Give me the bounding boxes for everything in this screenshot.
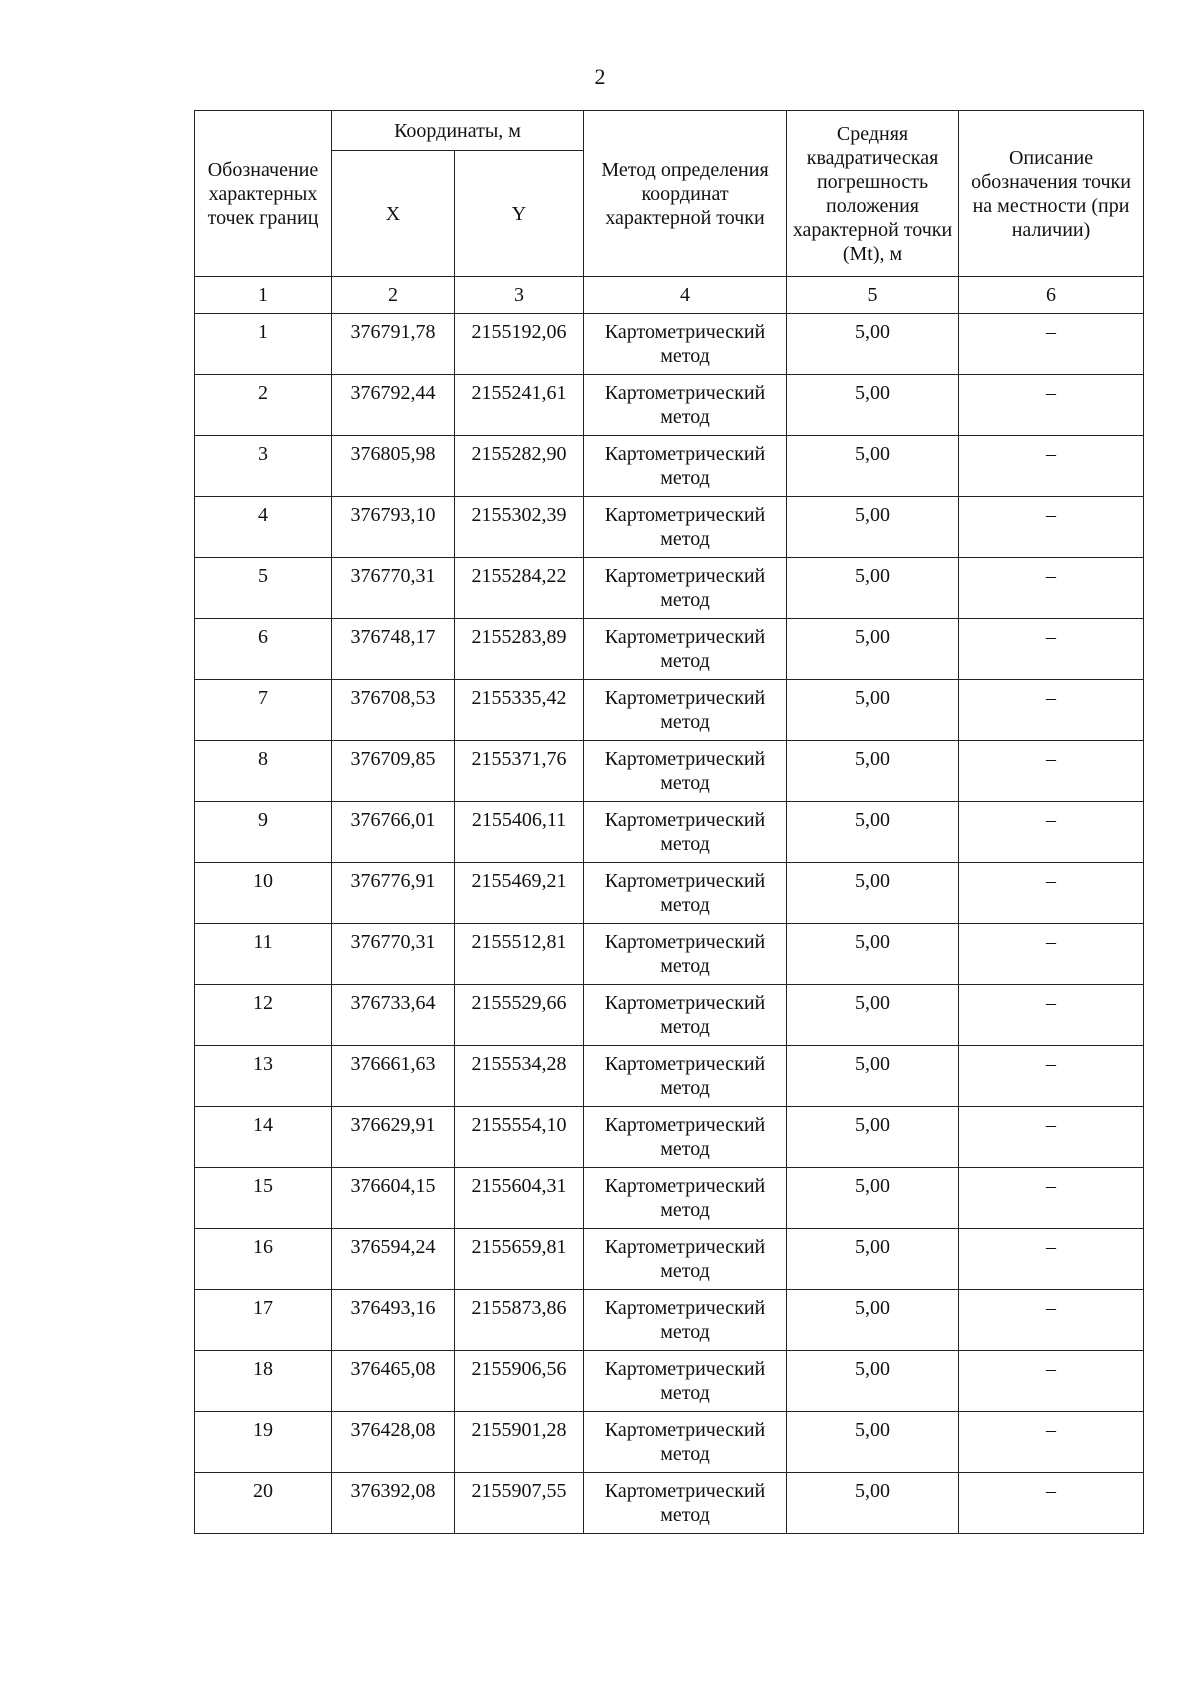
y-coordinate-cell: 2155659,81 — [455, 1229, 584, 1290]
header-x: X — [332, 151, 455, 277]
error-cell: 5,00 — [787, 1473, 959, 1534]
table-row — [195, 497, 1144, 558]
x-coordinate-cell: 376629,91 — [332, 1107, 455, 1168]
point-number-cell: 6 — [195, 619, 332, 680]
coordinates-table — [194, 110, 1144, 1534]
table-row — [195, 1168, 1144, 1229]
y-coordinate-cell: 2155406,11 — [455, 802, 584, 863]
description-cell: – — [959, 1412, 1144, 1473]
error-cell: 5,00 — [787, 497, 959, 558]
table-row — [195, 1473, 1144, 1534]
table-body — [195, 314, 1144, 1534]
table-row — [195, 314, 1144, 375]
point-number-cell: 17 — [195, 1290, 332, 1351]
error-cell: 5,00 — [787, 558, 959, 619]
y-coordinate-cell: 2155284,22 — [455, 558, 584, 619]
column-number: 4 — [584, 277, 787, 314]
x-coordinate-cell: 376766,01 — [332, 802, 455, 863]
x-coordinate-cell: 376792,44 — [332, 375, 455, 436]
error-cell: 5,00 — [787, 375, 959, 436]
column-number: 5 — [787, 277, 959, 314]
column-number: 3 — [455, 277, 584, 314]
error-cell: 5,00 — [787, 863, 959, 924]
header-description: Описание обозначения точки на местности (при наличии) — [959, 111, 1144, 277]
description-cell: – — [959, 558, 1144, 619]
page-number: 2 — [594, 64, 606, 89]
error-cell: 5,00 — [787, 1107, 959, 1168]
method-cell: Картометрический метод — [584, 680, 787, 741]
column-number: 2 — [332, 277, 455, 314]
error-cell: 5,00 — [787, 619, 959, 680]
point-number-cell: 18 — [195, 1351, 332, 1412]
point-number-cell: 9 — [195, 802, 332, 863]
description-cell: – — [959, 863, 1144, 924]
x-coordinate-cell: 376708,53 — [332, 680, 455, 741]
x-coordinate-cell: 376493,16 — [332, 1290, 455, 1351]
error-cell: 5,00 — [787, 680, 959, 741]
y-coordinate-cell: 2155241,61 — [455, 375, 584, 436]
x-coordinate-cell: 376428,08 — [332, 1412, 455, 1473]
description-cell: – — [959, 985, 1144, 1046]
method-cell: Картометрический метод — [584, 497, 787, 558]
description-cell: – — [959, 741, 1144, 802]
table-row — [195, 802, 1144, 863]
x-coordinate-cell: 376793,10 — [332, 497, 455, 558]
x-coordinate-cell: 376465,08 — [332, 1351, 455, 1412]
description-cell: – — [959, 1107, 1144, 1168]
error-cell: 5,00 — [787, 802, 959, 863]
table-row — [195, 741, 1144, 802]
point-number-cell: 14 — [195, 1107, 332, 1168]
description-cell: – — [959, 1290, 1144, 1351]
error-cell: 5,00 — [787, 314, 959, 375]
y-coordinate-cell: 2155554,10 — [455, 1107, 584, 1168]
point-number-cell: 7 — [195, 680, 332, 741]
error-cell: 5,00 — [787, 985, 959, 1046]
y-coordinate-cell: 2155283,89 — [455, 619, 584, 680]
point-number-cell: 1 — [195, 314, 332, 375]
table-row — [195, 1351, 1144, 1412]
column-numbers-row — [195, 277, 1144, 314]
table-row — [195, 863, 1144, 924]
point-number-cell: 5 — [195, 558, 332, 619]
error-cell: 5,00 — [787, 436, 959, 497]
y-coordinate-cell: 2155512,81 — [455, 924, 584, 985]
description-cell: – — [959, 619, 1144, 680]
x-coordinate-cell: 376770,31 — [332, 924, 455, 985]
point-number-cell: 20 — [195, 1473, 332, 1534]
point-number-cell: 15 — [195, 1168, 332, 1229]
method-cell: Картометрический метод — [584, 802, 787, 863]
y-coordinate-cell: 2155335,42 — [455, 680, 584, 741]
method-cell: Картометрический метод — [584, 985, 787, 1046]
method-cell: Картометрический метод — [584, 1351, 787, 1412]
method-cell: Картометрический метод — [584, 863, 787, 924]
method-cell: Картометрический метод — [584, 619, 787, 680]
table-row — [195, 680, 1144, 741]
method-cell: Картометрический метод — [584, 1107, 787, 1168]
point-number-cell: 13 — [195, 1046, 332, 1107]
description-cell: – — [959, 1473, 1144, 1534]
y-coordinate-cell: 2155371,76 — [455, 741, 584, 802]
point-number-cell: 3 — [195, 436, 332, 497]
method-cell: Картометрический метод — [584, 1473, 787, 1534]
method-cell: Картометрический метод — [584, 314, 787, 375]
description-cell: – — [959, 802, 1144, 863]
error-cell: 5,00 — [787, 1290, 959, 1351]
point-number-cell: 2 — [195, 375, 332, 436]
method-cell: Картометрический метод — [584, 436, 787, 497]
table-row — [195, 1107, 1144, 1168]
error-cell: 5,00 — [787, 1168, 959, 1229]
table-row — [195, 1290, 1144, 1351]
description-cell: – — [959, 1046, 1144, 1107]
table-row — [195, 619, 1144, 680]
header-error: Средняя квадратическая погрешность положения характерной точки (Mt), м — [787, 111, 959, 277]
x-coordinate-cell: 376770,31 — [332, 558, 455, 619]
method-cell: Картометрический метод — [584, 741, 787, 802]
method-cell: Картометрический метод — [584, 558, 787, 619]
x-coordinate-cell: 376791,78 — [332, 314, 455, 375]
x-coordinate-cell: 376776,91 — [332, 863, 455, 924]
y-coordinate-cell: 2155469,21 — [455, 863, 584, 924]
x-coordinate-cell: 376709,85 — [332, 741, 455, 802]
y-coordinate-cell: 2155906,56 — [455, 1351, 584, 1412]
point-number-cell: 10 — [195, 863, 332, 924]
error-cell: 5,00 — [787, 924, 959, 985]
method-cell: Картометрический метод — [584, 1046, 787, 1107]
y-coordinate-cell: 2155873,86 — [455, 1290, 584, 1351]
description-cell: – — [959, 680, 1144, 741]
table-row — [195, 1229, 1144, 1290]
table-row — [195, 558, 1144, 619]
header-coordinates: Координаты, м — [332, 111, 584, 151]
x-coordinate-cell: 376392,08 — [332, 1473, 455, 1534]
x-coordinate-cell: 376661,63 — [332, 1046, 455, 1107]
y-coordinate-cell: 2155282,90 — [455, 436, 584, 497]
point-number-cell: 4 — [195, 497, 332, 558]
y-coordinate-cell: 2155534,28 — [455, 1046, 584, 1107]
description-cell: – — [959, 1351, 1144, 1412]
y-coordinate-cell: 2155302,39 — [455, 497, 584, 558]
description-cell: – — [959, 1168, 1144, 1229]
point-number-cell: 12 — [195, 985, 332, 1046]
point-number-cell: 16 — [195, 1229, 332, 1290]
column-number: 6 — [959, 277, 1144, 314]
description-cell: – — [959, 375, 1144, 436]
error-cell: 5,00 — [787, 741, 959, 802]
x-coordinate-cell: 376805,98 — [332, 436, 455, 497]
header-point-designation: Обозначение характерных точек границ — [195, 111, 332, 277]
header-y: Y — [455, 151, 584, 277]
x-coordinate-cell: 376748,17 — [332, 619, 455, 680]
column-number: 1 — [195, 277, 332, 314]
point-number-cell: 11 — [195, 924, 332, 985]
method-cell: Картометрический метод — [584, 1168, 787, 1229]
y-coordinate-cell: 2155907,55 — [455, 1473, 584, 1534]
y-coordinate-cell: 2155529,66 — [455, 985, 584, 1046]
table-row — [195, 375, 1144, 436]
description-cell: – — [959, 436, 1144, 497]
method-cell: Картометрический метод — [584, 1290, 787, 1351]
table-row — [195, 1046, 1144, 1107]
description-cell: – — [959, 1229, 1144, 1290]
x-coordinate-cell: 376594,24 — [332, 1229, 455, 1290]
method-cell: Картометрический метод — [584, 1229, 787, 1290]
error-cell: 5,00 — [787, 1412, 959, 1473]
x-coordinate-cell: 376733,64 — [332, 985, 455, 1046]
x-coordinate-cell: 376604,15 — [332, 1168, 455, 1229]
y-coordinate-cell: 2155901,28 — [455, 1412, 584, 1473]
point-number-cell: 8 — [195, 741, 332, 802]
method-cell: Картометрический метод — [584, 1412, 787, 1473]
y-coordinate-cell: 2155604,31 — [455, 1168, 584, 1229]
table-row — [195, 1412, 1144, 1473]
error-cell: 5,00 — [787, 1229, 959, 1290]
table-row — [195, 924, 1144, 985]
method-cell: Картометрический метод — [584, 924, 787, 985]
method-cell: Картометрический метод — [584, 375, 787, 436]
description-cell: – — [959, 924, 1144, 985]
point-number-cell: 19 — [195, 1412, 332, 1473]
table-row — [195, 985, 1144, 1046]
description-cell: – — [959, 314, 1144, 375]
description-cell: – — [959, 497, 1144, 558]
table-row — [195, 436, 1144, 497]
header-method: Метод определения координат характерной точки — [584, 111, 787, 277]
y-coordinate-cell: 2155192,06 — [455, 314, 584, 375]
error-cell: 5,00 — [787, 1046, 959, 1107]
error-cell: 5,00 — [787, 1351, 959, 1412]
